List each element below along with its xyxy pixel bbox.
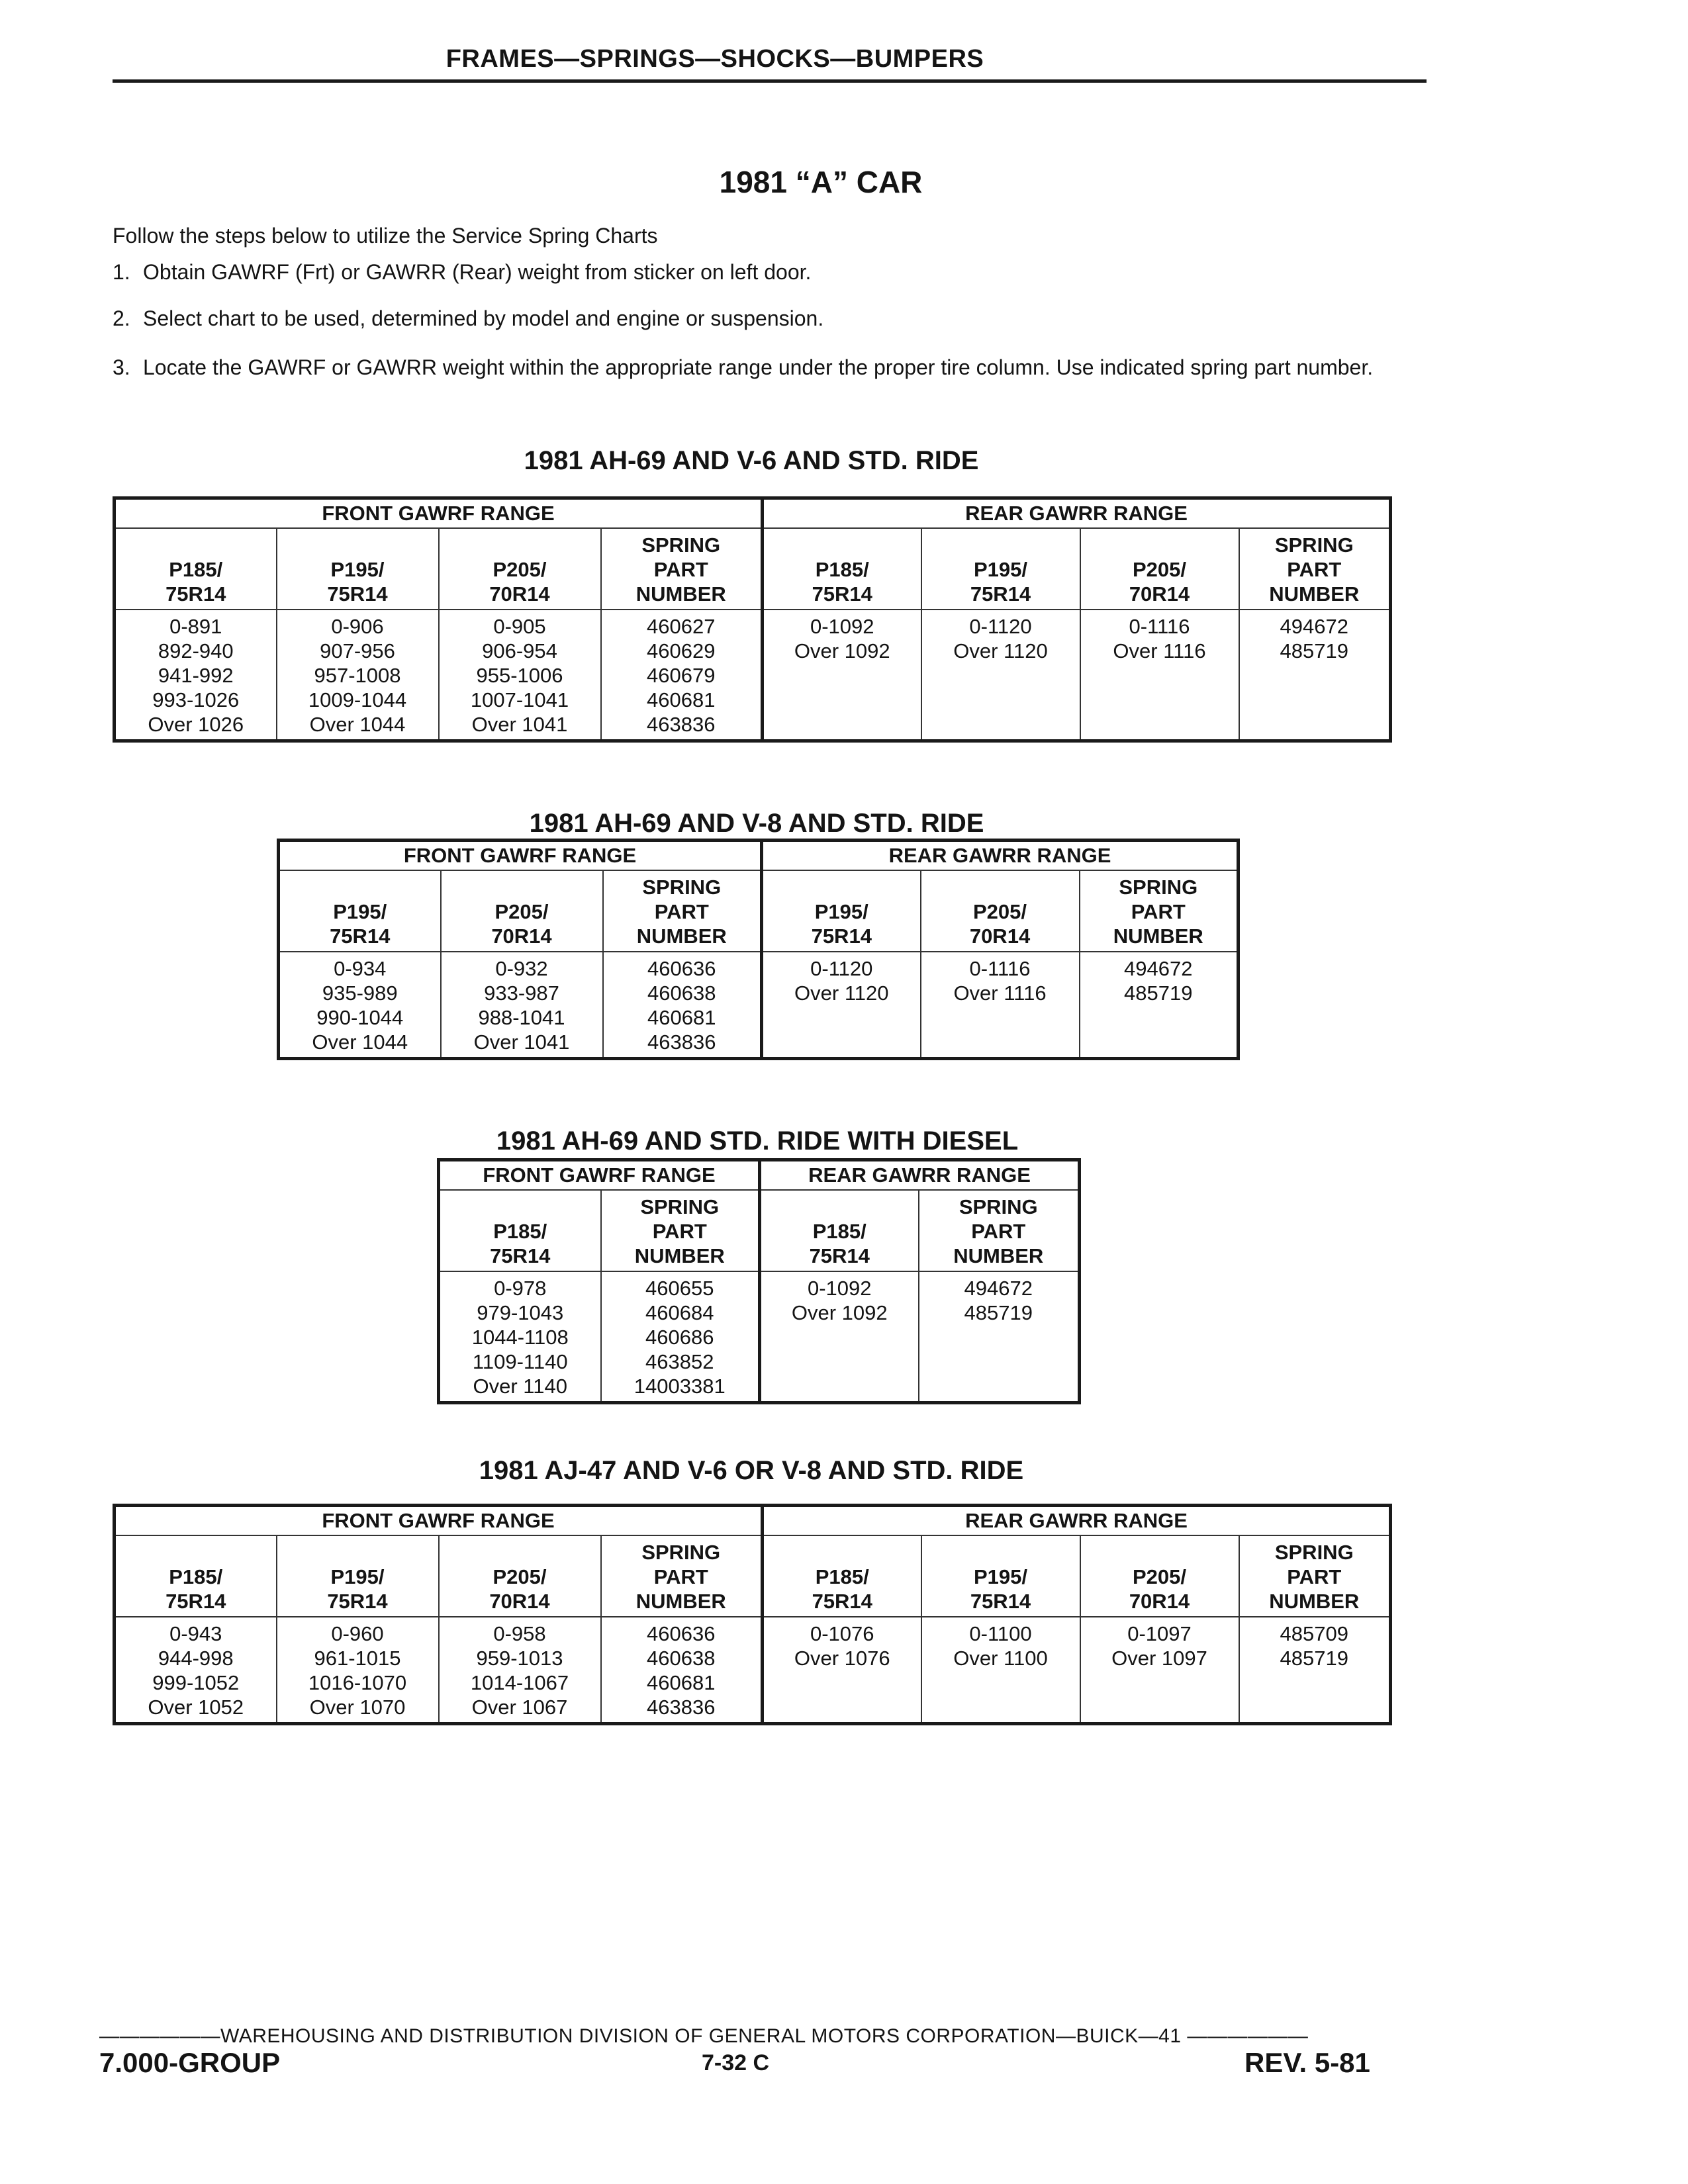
column-header: P185/ 75R14 xyxy=(439,1190,601,1271)
column-header: P185/ 75R14 xyxy=(115,1535,277,1617)
table-title: 1981 AH-69 AND V-8 AND STD. RIDE xyxy=(529,809,984,838)
rear-range-header: REAR GAWRR RANGE xyxy=(760,1160,1080,1191)
table-row xyxy=(115,610,1391,741)
table-title: 1981 AH-69 AND STD. RIDE WITH DIESEL xyxy=(496,1126,1019,1156)
table-cell: 460636 460638 460681 463836 xyxy=(603,952,762,1059)
intro-text: Follow the steps below to utilize the Service Spring Charts xyxy=(113,224,658,248)
table-cell: 0-1097 Over 1097 xyxy=(1080,1617,1239,1724)
table-row xyxy=(439,1271,1080,1403)
column-header: P205/ 70R14 xyxy=(439,1535,601,1617)
table-row xyxy=(115,1617,1391,1724)
page-title: 1981 “A” CAR xyxy=(719,165,923,199)
rear-range-header: REAR GAWRR RANGE xyxy=(762,841,1239,871)
column-header: P185/ 75R14 xyxy=(115,528,277,610)
table-cell: 0-905 906-954 955-1006 1007-1041 Over 1041 xyxy=(439,610,601,741)
revision-label: REV. 5-81 xyxy=(1244,2047,1370,2078)
column-header: P205/ 70R14 xyxy=(921,870,1080,952)
table-cell: 0-906 907-956 957-1008 1009-1044 Over 1044 xyxy=(277,610,439,741)
table-cell: 485709 485719 xyxy=(1239,1617,1391,1724)
step-number: 3. xyxy=(113,355,130,379)
spring-chart-table xyxy=(113,1504,1392,1725)
step-number: 2. xyxy=(113,306,130,330)
table-cell: 0-978 979-1043 1044-1108 1109-1140 Over 1140 xyxy=(439,1271,601,1403)
table-cell: 0-1116 Over 1116 xyxy=(921,952,1080,1059)
table-cell: 494672 485719 xyxy=(919,1271,1080,1403)
table-title: 1981 AH-69 AND V-6 AND STD. RIDE xyxy=(524,446,979,475)
table-cell: 0-1120 Over 1120 xyxy=(762,952,921,1059)
column-header: P195/ 75R14 xyxy=(277,528,439,610)
step-text: Obtain GAWRF (Frt) or GAWRR (Rear) weight from sticker on left door. xyxy=(143,260,812,284)
table-cell: 0-1120 Over 1120 xyxy=(921,610,1080,741)
step-3 xyxy=(113,355,1410,380)
table-cell: 460655 460684 460686 463852 14003381 xyxy=(601,1271,760,1403)
column-header: P205/ 70R14 xyxy=(441,870,603,952)
front-range-header: FRONT GAWRF RANGE xyxy=(279,841,762,871)
table-cell: 0-943 944-998 999-1052 Over 1052 xyxy=(115,1617,277,1724)
step-text: Locate the GAWRF or GAWRR weight within the appropriate range under the proper tire column. Use indicated spring part number. xyxy=(143,355,1374,379)
spring-chart-table xyxy=(437,1158,1081,1404)
column-header: P195/ 75R14 xyxy=(762,870,921,952)
column-header: SPRING PART NUMBER xyxy=(1239,528,1391,610)
column-header: SPRING PART NUMBER xyxy=(601,528,763,610)
table-cell: 460636 460638 460681 463836 xyxy=(601,1617,763,1724)
footer-group: 7.000-GROUP xyxy=(99,2047,281,2078)
front-range-header: FRONT GAWRF RANGE xyxy=(115,1506,763,1536)
column-header: P185/ 75R14 xyxy=(763,1535,921,1617)
header-rule xyxy=(113,79,1427,83)
table-cell: 0-1092 Over 1092 xyxy=(760,1271,919,1403)
table-cell: 0-1100 Over 1100 xyxy=(921,1617,1080,1724)
step-number: 1. xyxy=(113,260,130,284)
table-cell: 0-891 892-940 941-992 993-1026 Over 1026 xyxy=(115,610,277,741)
column-header: P205/ 70R14 xyxy=(1080,1535,1239,1617)
section-header: FRAMES—SPRINGS—SHOCKS—BUMPERS xyxy=(445,45,984,73)
table-cell: 0-958 959-1013 1014-1067 Over 1067 xyxy=(439,1617,601,1724)
table-cell: 494672 485719 xyxy=(1080,952,1239,1059)
step-1 xyxy=(113,259,1410,285)
column-header: P195/ 75R14 xyxy=(921,528,1080,610)
step-text: Select chart to be used, determined by model and engine or suspension. xyxy=(143,306,824,330)
column-header: SPRING PART NUMBER xyxy=(1080,870,1239,952)
column-header: SPRING PART NUMBER xyxy=(603,870,762,952)
column-header: P195/ 75R14 xyxy=(279,870,441,952)
front-range-header: FRONT GAWRF RANGE xyxy=(439,1160,760,1191)
page-number: 7-32 C xyxy=(702,2050,770,2075)
rear-range-header: REAR GAWRR RANGE xyxy=(763,1506,1391,1536)
column-header: P185/ 75R14 xyxy=(763,528,921,610)
table-cell: 0-1076 Over 1076 xyxy=(763,1617,921,1724)
table-cell: 0-932 933-987 988-1041 Over 1041 xyxy=(441,952,603,1059)
table-cell: 460627 460629 460679 460681 463836 xyxy=(601,610,763,741)
table-cell: 0-934 935-989 990-1044 Over 1044 xyxy=(279,952,441,1059)
table-cell: 0-960 961-1015 1016-1070 Over 1070 xyxy=(277,1617,439,1724)
spring-chart-table xyxy=(277,839,1240,1060)
column-header: P195/ 75R14 xyxy=(277,1535,439,1617)
column-header: P185/ 75R14 xyxy=(760,1190,919,1271)
column-header: P195/ 75R14 xyxy=(921,1535,1080,1617)
spring-chart-table xyxy=(113,496,1392,743)
column-header: SPRING PART NUMBER xyxy=(601,1535,763,1617)
front-range-header: FRONT GAWRF RANGE xyxy=(115,498,763,529)
table-cell: 494672 485719 xyxy=(1239,610,1391,741)
footer-division-line: ——————WAREHOUSING AND DISTRIBUTION DIVISION OF GENERAL MOTORS CORPORATION—BUICK—41 —————— xyxy=(99,2025,1309,2047)
column-header: SPRING PART NUMBER xyxy=(919,1190,1080,1271)
column-header: SPRING PART NUMBER xyxy=(1239,1535,1391,1617)
column-header: P205/ 70R14 xyxy=(439,528,601,610)
table-row xyxy=(279,952,1239,1059)
step-2 xyxy=(113,306,1410,331)
column-header: P205/ 70R14 xyxy=(1080,528,1239,610)
table-cell: 0-1116 Over 1116 xyxy=(1080,610,1239,741)
table-title: 1981 AJ-47 AND V-6 OR V-8 AND STD. RIDE xyxy=(479,1456,1024,1485)
column-header: SPRING PART NUMBER xyxy=(601,1190,760,1271)
rear-range-header: REAR GAWRR RANGE xyxy=(763,498,1391,529)
table-cell: 0-1092 Over 1092 xyxy=(763,610,921,741)
